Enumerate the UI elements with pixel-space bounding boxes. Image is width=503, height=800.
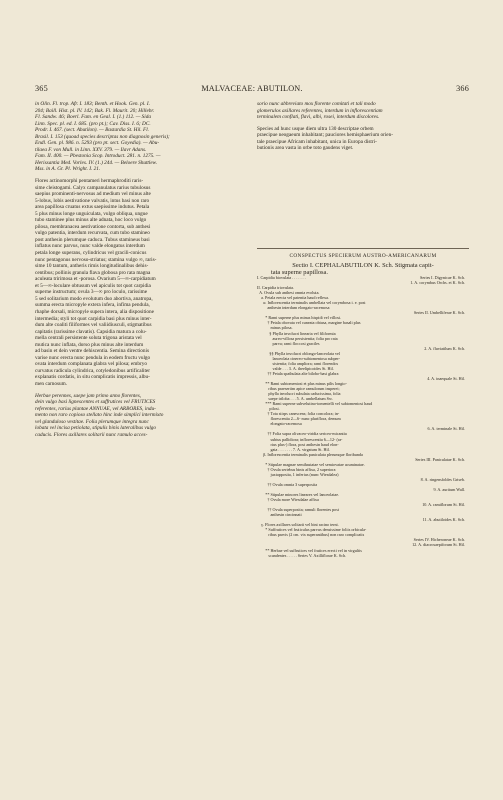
section-title: Sectio I. CEPHALABUTILON K. Sch. Stigmata capit- [292,262,434,269]
key-taxon: 9. A. auritum Wall. [433,486,465,492]
key-taxon: 1. A. corymbus Orchs. et K. Sch. [410,280,465,286]
key-text: I. Carpidia biovulata . . . . . . . [257,275,306,280]
text-line: sorio nunc abbreviato mox florente comitati et tali modo [257,101,376,107]
text-line: sime cleistogami. Calyx campanulatus rarius tubulosus [35,184,151,191]
text-line: terminalem conflati, flavi, albi, rosei, interdum discolores. [257,114,380,121]
conspectus-heading: CONSPECTUS SPECIERUM AUSTRO-AMERICANARUM [289,253,437,259]
key-text: aureo-villosa persistentia; folia pro rata [257,335,338,341]
text-line: butionis area vasta in orbe toto gaudens viget. [257,145,354,152]
key-taxon: 12. A. diacrosaepiforum St. Hil. [412,542,465,548]
text-line: Brasil. I. 153 (quoad species descriptas non diagnosin generis); [35,133,170,140]
left-column [35,101,245,438]
distribution-paragraph [257,126,469,152]
text-line: ovata interdum complanata glabra vel pilosa; embryo [35,361,147,368]
text-line: petala longe superans, cylindricus vel gracili-conicus [35,250,147,257]
key-taxon: 6. A. terminale St. Hil. [427,426,465,432]
text-line: Fl. Sandw. 46; Boerl. Fam. en Geal. I. (1.) 112. — Sida [35,114,152,121]
key-text: ** Stipulae minores lineares vel lanceolatae. [257,492,340,498]
text-line: in Olin. Fl. trop. Afr. I. 183; Benth. et Hook. Gen. pl. I. [35,101,150,107]
text-line: tilaea F. von Mull. in Linn. XXV. 379. — Ilavr Adans. [35,146,147,153]
text-line: pilosa, membranacea aestivatione contorta, sub anthesi [35,223,151,230]
synonymy-paragraph [35,101,245,173]
key-text: phylla involucri subulata caducissima, folia [257,391,341,397]
key-text: gata . . . . . . . 7. A. virgatum St. Hil. [257,446,330,452]
text-line: nunc pentagonus nervoso-striatus; stamina vulgo ∞, raris- [35,256,157,263]
key-text: elongato-racemosa [257,421,302,427]
text-line: sime 10 tantum, antheris rimis longitudinalibus dehis- [35,263,149,270]
key-text: †† Ovula superposita; ramuli florentes post [257,507,339,513]
key-text: α. Inflorescentia terminalis umbellata vel corymbosa i. e. post [257,300,366,306]
text-line: lobata vel incisa petiolata, stipulis binis lateralibus vulgo [35,425,157,432]
key-text: †† Folia supra olivaceo-viridia sericeo-micantia [257,431,347,437]
text-line: glomerulos axillares referentes, interdum in inflorescentiam [257,107,383,114]
key-text: A. Ovula sub anthesi omnia evoluta. [257,290,320,296]
key-taxon: Series IV. Hicheroneae K. Sch. [413,537,465,543]
key-text: ** Rami subtomentosi et plus minus pilis longio- [257,380,347,386]
page-number-right: 366 [456,84,469,93]
text-line: post anthesin plerumque caduca. Tubus stamineus basi [35,236,150,243]
text-line: rhaphe dorsali, micropyle supera intera, alia dispositione [35,308,154,315]
text-line: varise nunc erecta nunc pendula in eodem fructu vulgo [35,354,151,361]
text-line: referentes, rarius plantae ANNUAE, vel ARBORES, indu- [35,405,156,412]
key-text: juxtapposita, 1 inferius (nunc Wiesdalea) [257,471,339,477]
species-key [257,275,469,558]
key-text: florescentia 2—6- nunc pluriflora, demum [257,416,341,422]
text-line: caducis. Flores axillares solitarii nunc ramulo acces- [35,431,148,438]
key-taxon: Series III. Paniculatae K. Sch. [415,456,465,462]
key-text: † Tota stirps canescens; folia concolora; in- [257,411,340,417]
key-text: * Rami superne plus minus hispidi vel villosi. [257,315,342,321]
section-heading [257,262,469,276]
key-text: sistentia; folia ampliora; rami florendos [257,360,339,366]
text-line: mella centrali persistente soluta trigona aristata vel [35,335,142,342]
key-text: minus pilosa. [257,325,293,331]
key-taxon: 4. A. inaequale St. Hil. [427,375,465,381]
key-text: pilosi. [257,406,280,412]
text-line: et 5—∞-loculare obtusum vel apiculis tot quot carpidia [35,282,151,289]
key-text: a. Petala erecta vel patentia haud reflexa. [257,295,329,301]
text-line: mutica nunc inflata, dorso plus minus alte interdum [35,341,144,348]
key-text: † Ovula seriebus binis affixa, 2 superiora [257,466,336,472]
text-line: praecipue neogaeum inhabitant; pauciores hemisphaerium orien- [257,132,394,139]
key-text: valde . . . 3. A. theelipicoides St. Hil. [257,365,334,371]
description-paragraph [35,178,245,388]
key-text: ribus praesertim apice ramulorum insperei; [257,386,340,392]
key-taxon: 10. A. ramiflorum St. Hil. [422,502,465,508]
key-text: †† Petala spathulata alte bilobo-basi glabra [257,370,339,376]
text-line: 5-lobus, lobis aestivatione valvatis, intus basi non raro [35,197,150,204]
key-text: § Phylla involucri linearia vel filiformia [257,330,336,336]
text-line: Linn. Spec. pl. ed. I. 685. (pro pt.); Cav. Diss. I. 6; DC. [35,120,151,127]
key-text: lanceolata cinereo-subtomentosa subper- [257,355,341,361]
key-text: II. Carpidia triovulata. [257,285,295,291]
text-line: Species ad hunc usque diem ultra 130 descriptae orbem [257,125,374,132]
text-line: 5 sed solitarium modo evolutum duo abortiva, anatropa, [35,295,153,302]
key-text: * Suffrutices vel fruticulus parvus densissime foliis orbicula- [257,527,367,533]
key-taxon: 8. A. ringensfoldes Griseb. [420,476,465,482]
key-text: † Petala obovata vel cuneata obtusa, margine basali plus [257,320,361,326]
text-line: Flores actinomorphi pentameri hermaphroditi raris- [35,178,144,185]
text-line: curvatus radicula cylindrica, cotyledonibus artificaliter [35,367,151,374]
text-line: explanatis cordatis, in situ complicatis impressis, albu- [35,374,150,381]
text-line: Fam. II. 400. — Pbestonia Scop. Introduct. 281. n. 1275. — [35,153,161,160]
key-text: β. Inflorescentia terminalis paniculata plerumque floribunda [257,451,363,457]
key-text: rius plus-) flora, post anthesin haud elon- [257,441,339,447]
habit-paragraph [35,393,245,439]
key-text: saepe triloba . . . 5. A. umbellatum Sw. [257,396,333,402]
key-text: subtus pallidiora; inflorescentia 6—12- (ra- [257,436,343,442]
text-line: ad basin et dein ventre dehiscentia. Semina directionis [35,348,150,355]
text-line: superne instructum; ovula 3—∞ pro loculo, rarissime [35,289,148,296]
text-line: men carnosum. [35,380,68,387]
key-text: γ. Flores axillares solitarii vel bini racino terni. [257,522,339,528]
text-line: mento non raro copioso stellato hinc inde simplici intermixto [35,412,164,419]
key-text: * Stipulae magnae semihastatae vel semiovatae acuminatae. [257,461,365,467]
text-line: dum alte coaliti filiformes vel valiidiusculi, stigmatibus [35,322,152,329]
running-title: MALVACEAE: ABUTILON. [201,84,303,93]
key-text: scandentes . . . . . Series V. Axilliflorae K. Sch. [257,552,347,558]
key-taxon: Series I. Digynicae K. Sch. [420,275,465,280]
description-continuation [257,101,469,121]
key-text: parva; rami floccosi graciles [257,340,320,346]
text-line: capitatis (rarissime clavatis). Capsidia matura a colu- [35,328,147,335]
text-line: area papillosa cruatus extus saepissime indutus. Petala [35,204,150,211]
text-line: vel glanduloso vestitae. Folia plerumque integra nunc [35,418,149,425]
text-line: summa erecta micropyle extera infera, infima pendula, [35,302,150,309]
key-text: anthesin interdum elongato-racemosa [257,305,330,311]
key-text: ** Herbae vel suffrutices vel frutices erecti vel in virgultis [257,547,362,553]
key-text: ribus parvis (2 cm. vix superantibus) non raro complicatis [257,532,365,538]
text-line: Herissantia Med. Vorles. IV. (1.) 244. — Beloere Shuttlew. [35,159,158,166]
text-line: tubo staminee plus minus alte adnata, hoc loco vulgo [35,217,147,224]
key-taxon: 2. A. fluviatilum K. Sch. [424,345,465,351]
key-text: † Ovula more Wiesdalae affixa [257,497,319,503]
key-taxon: 11. A. abutiloides K. Sch. [422,517,465,523]
text-line: aculeata tririmosa et -porosa. Ovarium 5—∞-carpidiatum [35,276,156,283]
text-line: Mss. in A. Gr. Pl. Wright. I. 21. [35,166,101,173]
text-line: Prodr. I. 467. (sect. Abutilon). — Bastardia St. Hil. Fl. [35,127,149,134]
key-text: *** Rami superne subvelutino-tomentelli vel subtomentosi haud [257,401,373,407]
text-line: vulgo patentia, interdum recurvata, cum tubo stamineo [35,230,150,237]
text-line: Herbae perennes, saepe jam primo anno florentes, [35,392,142,399]
right-column [257,101,469,152]
key-text: anthesin cincinnati [257,512,302,518]
section-title-cont: tata superne papillosa. [271,269,328,276]
text-line: 5 plus minus longe unguiculata, vulgo obliqua, ungue [35,210,148,217]
running-header [35,84,469,96]
key-line [257,553,469,558]
text-line: 204; Baill. Hist. pl. IV. 142; Bak. Fl. Maurit. 20; Hillebr. [35,107,155,114]
key-text: §§ Phylla involucri oblongo-lanceolata vel [257,350,341,356]
page-number-left: 365 [35,84,48,93]
text-line: centibus; pollinis granula flava globosa pro rata magna [35,269,151,276]
key-text: †† Ovula omnia 3 superposita [257,481,318,487]
text-line: dein vulgo basi lignescentes et suffrutices vel FRUTICES [35,399,156,406]
text-line: tale praecipue Africam inhabitant, unica in Europa distri- [257,138,377,145]
text-line: saepius prominenti-nervosus ad medium vel minus alte [35,191,151,198]
text-line: inflatus nunc parvus, nunc valde elongatus interdum [35,243,145,250]
text-line: intermedia; styli tot quot carpidia basi plus minus inter- [35,315,152,322]
key-taxon: Series II. Umbelliferae K. Sch. [413,310,465,316]
text-line: Endl. Gen. pl. 986. n. 5293 (pro pt. sect. Goyedia). — Abu- [35,140,160,147]
section-rule [257,248,469,249]
